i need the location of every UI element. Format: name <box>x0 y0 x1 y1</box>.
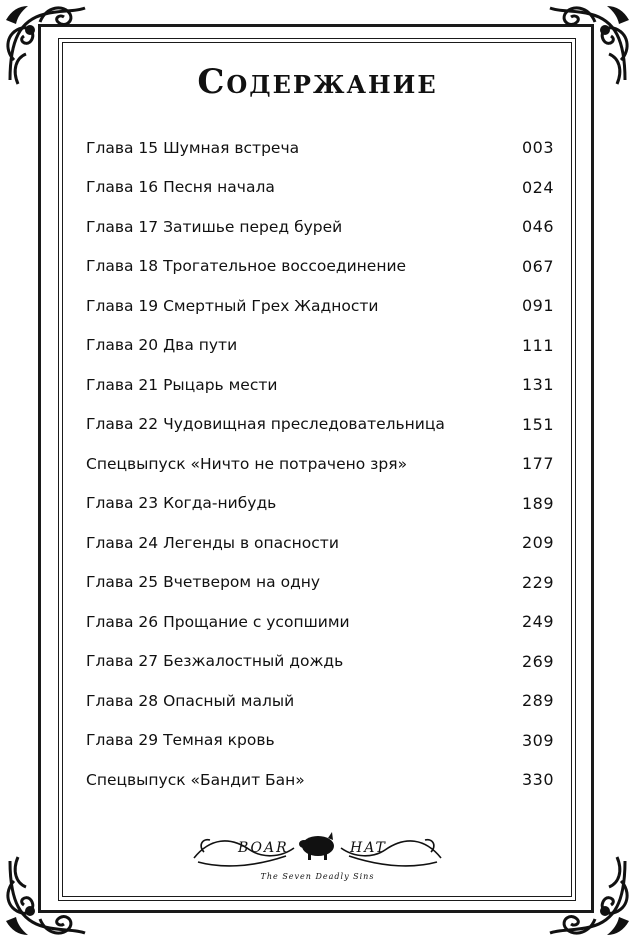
toc-row[interactable] <box>86 168 554 208</box>
toc-page-number: 289 <box>521 691 554 711</box>
toc-title: Глава 23 Когда-нибудь <box>86 494 277 513</box>
toc-row[interactable] <box>86 523 554 563</box>
toc-title: Глава 18 Трогательное воссоединение <box>86 257 407 276</box>
toc-page-number: 024 <box>521 177 554 197</box>
toc-title: Глава 25 Вчетвером на одну <box>86 573 321 592</box>
toc-page-number: 067 <box>521 256 554 276</box>
toc-page-number: 177 <box>521 454 554 474</box>
toc-page-number: 003 <box>521 138 554 158</box>
toc-page-number: 269 <box>521 651 554 671</box>
toc-row[interactable] <box>86 207 554 247</box>
logo-subtitle: The Seven Deadly Sins <box>260 872 375 881</box>
toc-row[interactable] <box>86 326 554 366</box>
toc-title: Глава 16 Песня начала <box>86 178 275 197</box>
toc-title: Глава 17 Затишье перед бурей <box>86 217 343 236</box>
toc-row[interactable] <box>86 405 554 445</box>
toc-title: Глава 19 Смертный Грех Жадности <box>86 296 379 315</box>
toc-page-number: 330 <box>521 770 554 790</box>
toc-row[interactable] <box>86 642 554 682</box>
toc-page-number: 309 <box>521 730 554 750</box>
toc-row[interactable] <box>86 721 554 761</box>
toc-row[interactable] <box>86 681 554 721</box>
toc-page-number: 091 <box>521 296 554 316</box>
logo-right-text: HAT <box>350 840 387 856</box>
toc-title: Глава 29 Темная кровь <box>86 731 275 750</box>
toc-page-number: 151 <box>521 414 554 434</box>
table-of-contents <box>86 128 554 800</box>
toc-row[interactable] <box>86 602 554 642</box>
toc-page-number: 131 <box>521 375 554 395</box>
toc-title: Глава 27 Безжалостный дождь <box>86 652 344 671</box>
toc-title: Глава 15 Шумная встреча <box>86 138 300 157</box>
toc-row[interactable] <box>86 365 554 405</box>
toc-title: Спецвыпуск «Ничто не потрачено зря» <box>86 454 408 473</box>
logo-flourish-icon <box>190 828 445 872</box>
toc-title: Глава 20 Два пути <box>86 336 238 355</box>
toc-page-number: 249 <box>521 612 554 632</box>
logo-left-text: BOAR <box>238 840 289 856</box>
toc-row[interactable] <box>86 484 554 524</box>
boar-hat-logo <box>190 828 445 890</box>
pig-icon <box>299 832 334 860</box>
toc-page-number: 046 <box>521 217 554 237</box>
toc-title: Глава 24 Легенды в опасности <box>86 533 339 552</box>
toc-row[interactable] <box>86 444 554 484</box>
toc-title: Глава 26 Прощание с усопшими <box>86 612 350 631</box>
toc-title: Спецвыпуск «Бандит Бан» <box>86 770 305 789</box>
page-title: Содержание <box>197 62 438 102</box>
toc-title: Глава 22 Чудовищная преследовательница <box>86 415 445 434</box>
ornament-corner-icon <box>0 851 90 941</box>
toc-page-number: 229 <box>521 572 554 592</box>
toc-row[interactable] <box>86 247 554 287</box>
toc-row[interactable] <box>86 286 554 326</box>
toc-title: Глава 21 Рыцарь мести <box>86 375 278 394</box>
toc-row[interactable] <box>86 760 554 800</box>
toc-row[interactable] <box>86 563 554 603</box>
toc-page-number: 111 <box>521 335 554 355</box>
toc-row[interactable] <box>86 128 554 168</box>
ornament-corner-icon <box>545 851 635 941</box>
toc-page-number: 209 <box>521 533 554 553</box>
toc-title: Глава 28 Опасный малый <box>86 691 295 710</box>
toc-page-number: 189 <box>521 493 554 513</box>
